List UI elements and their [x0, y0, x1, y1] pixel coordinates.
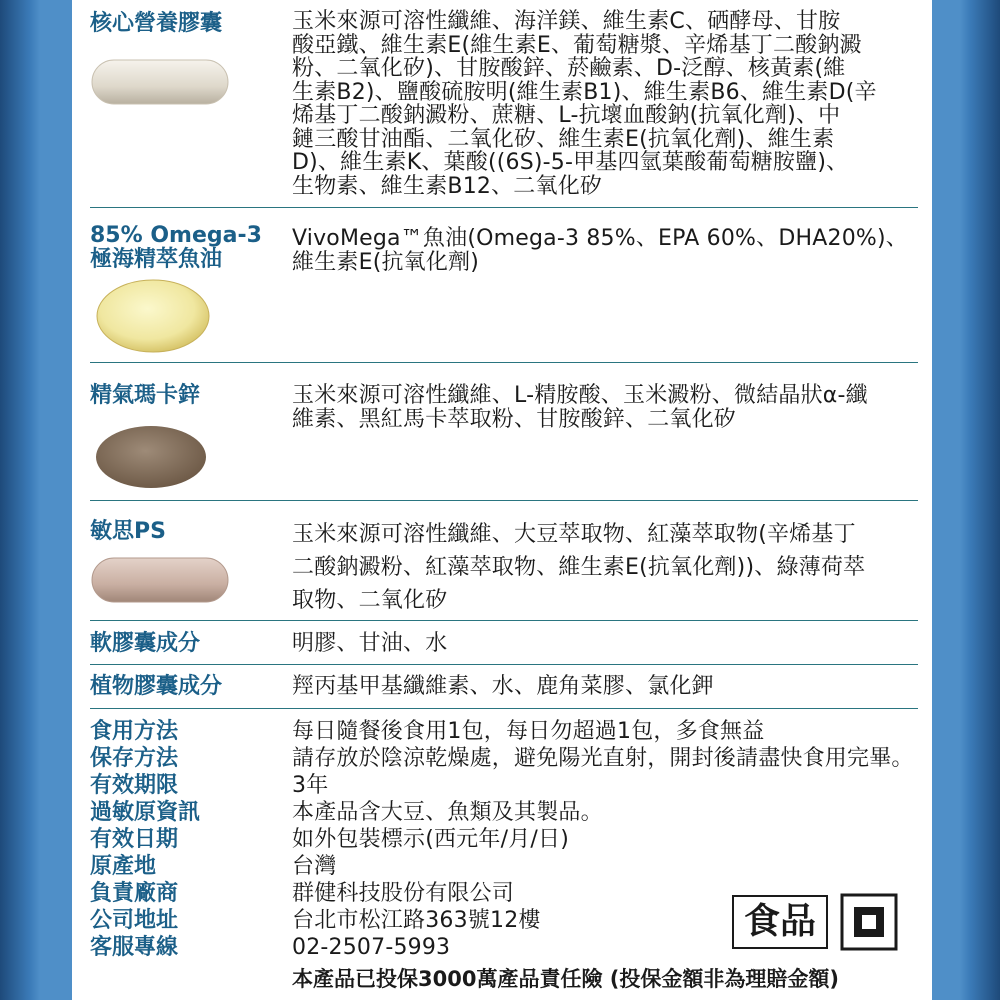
info-label-storage: 保存方法 — [90, 746, 179, 771]
softgel-label: 軟膠囊成分 — [90, 631, 201, 656]
info-value-allergen: 本產品含大豆、魚類及其製品。 — [292, 800, 603, 825]
info-value-hotline: 02-2507-5993 — [292, 935, 451, 960]
softgel-row — [90, 632, 918, 662]
food-badge — [732, 893, 898, 951]
info-labels — [90, 718, 280, 961]
ingredients-text: 玉米來源可溶性纖維、海洋鎂、維生素C、硒酵母、甘胺 酸亞鐵、維生素E(維生素E、葡萄糖漿、辛烯基丁二酸鈉澱 粉、二氧化矽)、甘胺酸鋅、菸鹼素、D-泛醇、核黃素(維 生素B2)、鹽酸硫胺明(維生素B1)、維生素B6、維生素D(辛 烯基丁二酸鈉澱粉、蔗糖、L-抗壞血酸鈉(抗氧化劑)、中 鏈三酸甘油酯、二氧化矽、維生素E(抗氧化劑)、維生素 D)、維生素K、葉酸((6S)-5-甲基四氫葉酸葡萄糖胺鹽)、 生物素、維生素B12、二氧化矽 — [292, 9, 877, 199]
info-label-origin: 原產地 — [90, 854, 157, 879]
info-value-usage: 每日隨餐後食用1包，每日勿超過1包，多食無益 — [292, 719, 765, 744]
ingredients-text: 玉米來源可溶性纖維、L-精胺酸、玉米澱粉、微結晶狀α-纖 維素、黑紅馬卡萃取粉、甘胺酸鋅、二氧化矽 — [292, 383, 868, 432]
section-label: 85% Omega-3 極海精萃魚油 — [90, 223, 262, 272]
maca-tablet-icon — [94, 424, 208, 490]
info-value-origin: 台灣 — [292, 854, 337, 879]
ingredients-text: 玉米來源可溶性纖維、大豆萃取物、紅藻萃取物(辛烯基丁 二酸鈉澱粉、紅藻萃取物、維生素E(抗氧化劑))、綠薄荷萃 取物、二氧化矽 — [292, 522, 866, 613]
fish-oil-softgel-icon — [94, 277, 212, 355]
divider — [90, 708, 918, 709]
divider — [90, 664, 918, 665]
pink-capsule-icon — [90, 556, 230, 604]
info-label-expiry: 有效日期 — [90, 827, 179, 852]
section-ps — [90, 518, 918, 618]
food-label: 食品 — [732, 895, 828, 949]
divider — [90, 207, 918, 208]
divider — [90, 362, 918, 363]
info-label-hotline: 客服專線 — [90, 935, 179, 960]
divider — [90, 500, 918, 501]
info-label-shelf-life: 有效期限 — [90, 773, 179, 798]
white-capsule-icon — [90, 58, 230, 106]
vegcap-row — [90, 675, 918, 705]
section-label: 精氣瑪卡鋅 — [90, 383, 201, 408]
insurance-notice: 本產品已投保3000萬產品責任險 (投保金額非為理賠金額) — [292, 967, 839, 991]
section-omega3 — [90, 222, 918, 362]
info-label-allergen: 過敏原資訊 — [90, 800, 201, 825]
info-value-expiry: 如外包裝標示(西元年/月/日) — [292, 827, 569, 852]
ingredients-panel — [72, 0, 932, 1000]
recycle-icon — [840, 893, 898, 951]
section-maca-zinc — [90, 380, 918, 500]
softgel-value: 明膠、甘油、水 — [292, 631, 448, 656]
section-label: 核心營養膠囊 — [90, 11, 223, 36]
info-label-manufacturer: 負責廠商 — [90, 881, 179, 906]
divider — [90, 620, 918, 621]
ingredients-text: VivoMega™魚油(Omega-3 85%、EPA 60%、DHA20%)、 維生素E(抗氧化劑) — [292, 226, 908, 275]
info-value-shelf-life: 3年 — [292, 773, 329, 798]
info-label-address: 公司地址 — [90, 908, 179, 933]
vegcap-value: 羥丙基甲基纖維素、水、鹿角菜膠、氯化鉀 — [292, 674, 714, 699]
info-label-usage: 食用方法 — [90, 719, 179, 744]
section-core-capsule — [90, 10, 918, 205]
vegcap-label: 植物膠囊成分 — [90, 674, 223, 699]
section-label: 敏思PS — [90, 519, 166, 544]
info-value-storage: 請存放於陰涼乾燥處，避免陽光直射，開封後請盡快食用完畢。 — [292, 746, 914, 771]
info-value-manufacturer: 群健科技股份有限公司 — [292, 881, 515, 906]
info-value-address: 台北市松江路363號12樓 — [292, 908, 541, 933]
